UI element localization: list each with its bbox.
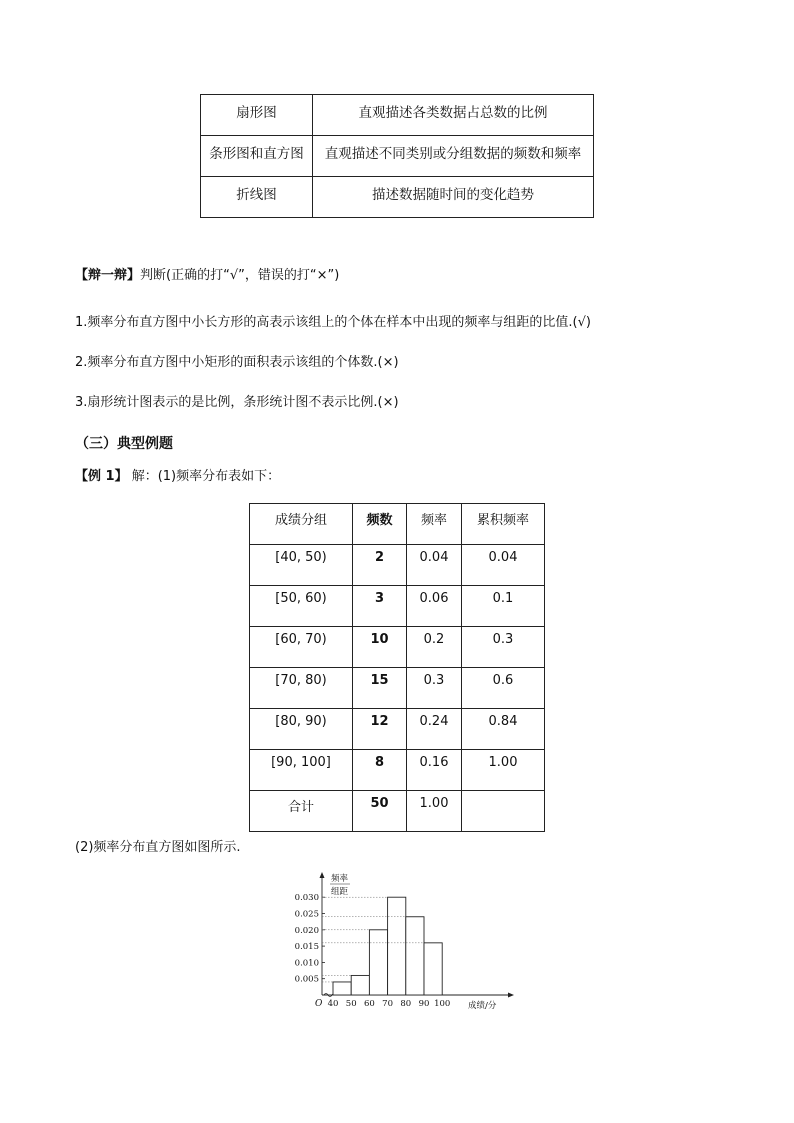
table-row: [250, 545, 545, 586]
table-cell: 10: [353, 627, 407, 668]
origin-label: O: [315, 999, 323, 1009]
table-cell: 0.84: [462, 709, 545, 750]
table-cell: 1.00: [462, 750, 545, 791]
table-cell: 50: [353, 791, 407, 832]
histogram-bar: [424, 943, 442, 995]
judge-heading: [75, 264, 339, 283]
table-row: [201, 177, 594, 218]
chart-type-cell: 条形图和直方图: [201, 136, 313, 177]
table-row: [201, 95, 594, 136]
chart-bars: [322, 897, 442, 995]
judge-prompt: 判断(正确的打“√”，错误的打“×”): [140, 268, 340, 283]
table-cell: 0.2: [407, 627, 462, 668]
y-axis-label-denominator: 组距: [331, 887, 349, 897]
histogram-bar: [351, 975, 369, 995]
y-tick-label: 0.020: [294, 925, 319, 936]
chart-type-cell: 折线图: [201, 177, 313, 218]
description-cell: 直观描述不同类别或分组数据的频数和频率: [313, 136, 594, 177]
table-cell: [462, 791, 545, 832]
frequency-histogram: [294, 868, 520, 1013]
judge-item: 3.扇形统计图表示的是比例，条形统计图不表示比例.(×): [75, 395, 399, 410]
table-cell: 0.06: [407, 586, 462, 627]
table-cell: 0.04: [407, 545, 462, 586]
table-row: [250, 750, 545, 791]
x-axis-label: 成绩/分: [468, 1001, 497, 1011]
header-cell: 频数: [353, 504, 407, 545]
y-axis-arrow: [320, 872, 325, 878]
table-cell: [90, 100]: [250, 750, 353, 791]
table-cell: [40, 50): [250, 545, 353, 586]
table-row: [250, 668, 545, 709]
table-row: [201, 136, 594, 177]
table-cell: 8: [353, 750, 407, 791]
histogram-bar: [333, 982, 351, 995]
table-cell: 2: [353, 545, 407, 586]
table-cell: 1.00: [407, 791, 462, 832]
y-tick-label: 0.025: [294, 909, 319, 920]
histogram-bar: [406, 917, 424, 995]
y-axis-label-numerator: 频率: [331, 874, 349, 884]
x-tick-label: 90: [418, 999, 430, 1009]
table-cell: 3: [353, 586, 407, 627]
table-cell: 0.3: [407, 668, 462, 709]
x-tick-label: 50: [345, 999, 357, 1009]
table-row: [250, 791, 545, 832]
table-cell: 0.6: [462, 668, 545, 709]
y-tick-label: 0.010: [294, 958, 319, 969]
table-row: [250, 627, 545, 668]
y-tick-label: 0.005: [294, 974, 319, 985]
x-axis-arrow: [508, 993, 514, 998]
example-tag: 【例 1】: [75, 469, 128, 484]
table-row: [250, 709, 545, 750]
y-tick-label: 0.030: [294, 893, 319, 904]
judge-tag: 【辩一辩】: [75, 268, 141, 283]
table-header-row: [250, 504, 545, 545]
table-cell: 合计: [250, 791, 353, 832]
judge-item: 1.频率分布直方图中小长方形的高表示该组上的个体在样本中出现的频率与组距的比值.(√): [75, 315, 591, 330]
y-tick-label: 0.015: [294, 942, 319, 953]
description-cell: 描述数据随时间的变化趋势: [313, 177, 594, 218]
description-cell: 直观描述各类数据占总数的比例: [313, 95, 594, 136]
judge-item: 2.频率分布直方图中小矩形的面积表示该组的个体数.(×): [75, 355, 399, 370]
table-row: [250, 586, 545, 627]
example-line: [75, 465, 280, 484]
header-cell: 成绩分组: [250, 504, 353, 545]
example-text: 解：(1)频率分布表如下：: [127, 469, 281, 484]
table-cell: [50, 60): [250, 586, 353, 627]
histogram-bar: [369, 930, 387, 995]
summary-table: [200, 94, 594, 218]
x-tick-label: 70: [382, 999, 394, 1009]
part2-text: (2)频率分布直方图如图所示.: [75, 840, 241, 855]
table-cell: 15: [353, 668, 407, 709]
x-tick-label: 80: [400, 999, 412, 1009]
table-cell: [80, 90): [250, 709, 353, 750]
table-cell: 0.3: [462, 627, 545, 668]
table-cell: 0.24: [407, 709, 462, 750]
table-cell: 0.16: [407, 750, 462, 791]
table-cell: [60, 70): [250, 627, 353, 668]
x-tick-label: 60: [363, 999, 375, 1009]
table-cell: [70, 80): [250, 668, 353, 709]
table-cell: 12: [353, 709, 407, 750]
chart-type-cell: 扇形图: [201, 95, 313, 136]
section-title: （三）典型例题: [75, 436, 173, 452]
x-tick-label: 100: [434, 999, 451, 1009]
frequency-table: [249, 503, 545, 832]
header-cell: 频率: [407, 504, 462, 545]
table-cell: 0.04: [462, 545, 545, 586]
table-cell: 0.1: [462, 586, 545, 627]
x-tick-label: 40: [327, 999, 339, 1009]
histogram-bar: [388, 897, 406, 995]
header-cell: 累积频率: [462, 504, 545, 545]
